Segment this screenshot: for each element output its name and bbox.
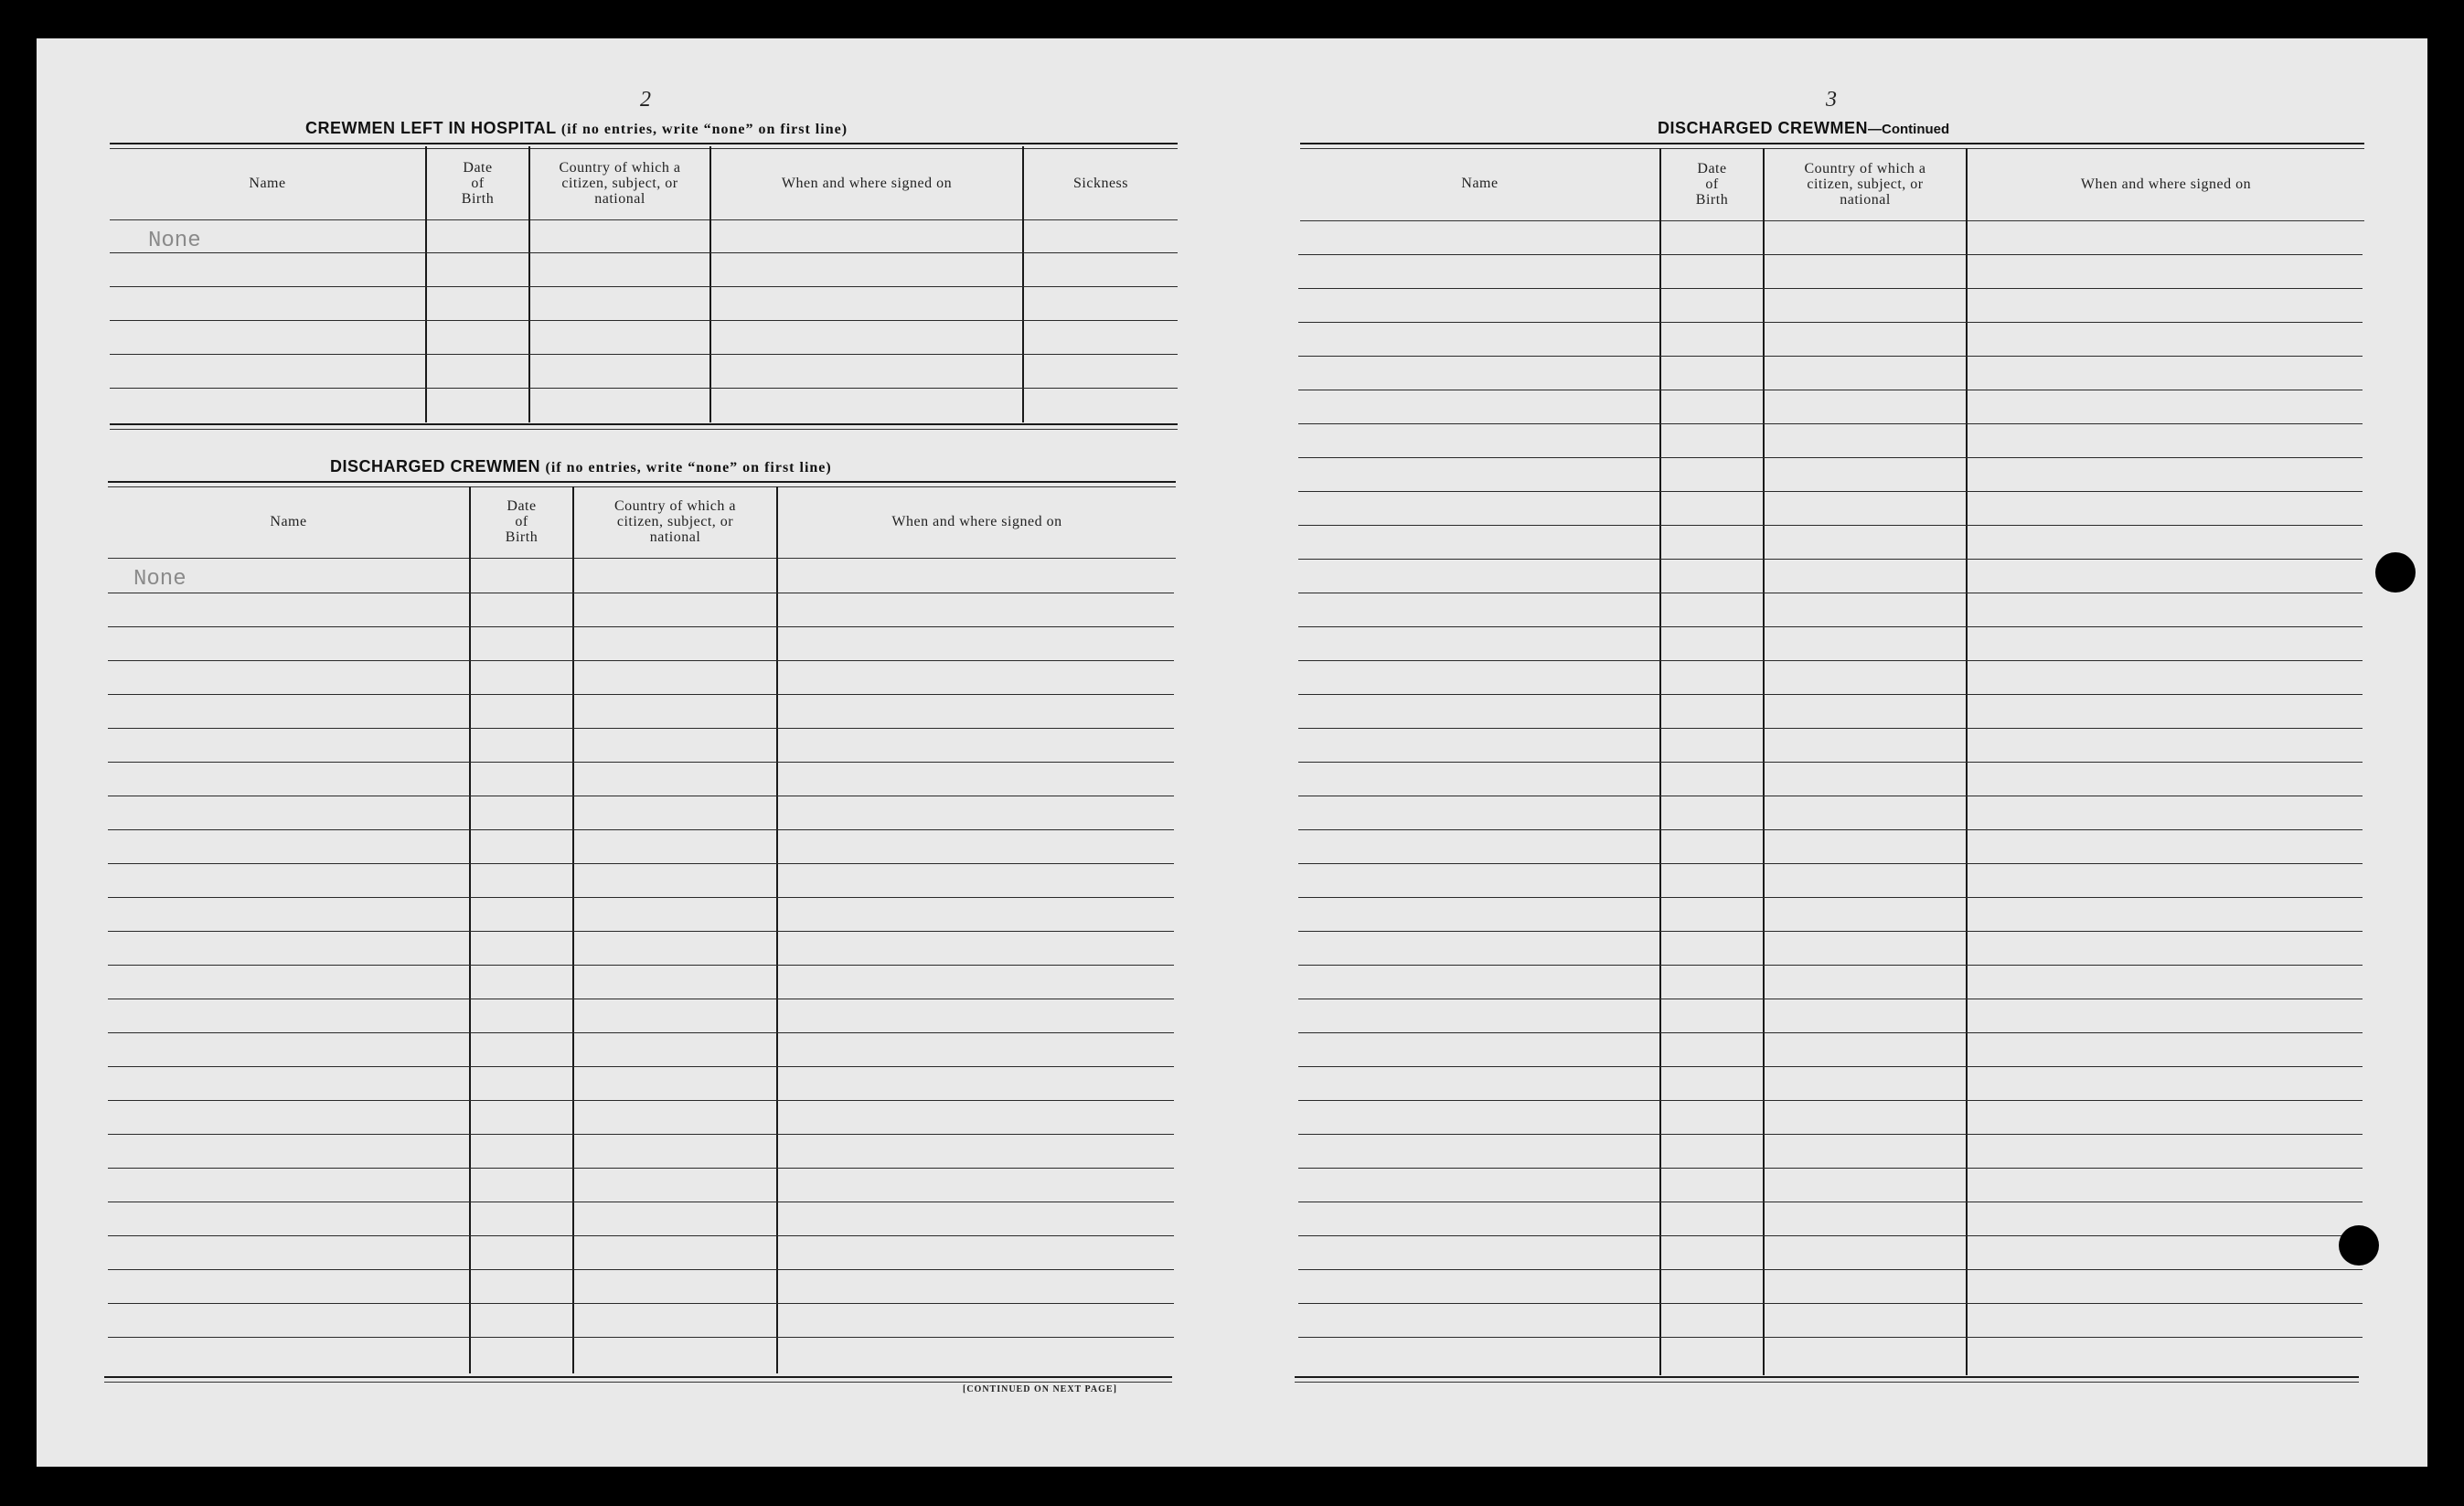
table-row xyxy=(1298,322,2363,323)
right-table-top-rule xyxy=(1300,143,2364,144)
hospital-table-bottom-rule-2 xyxy=(110,429,1178,430)
discharged-table-bottom-rule xyxy=(104,1376,1172,1378)
hospital-section-instruction: (if no entries, write “none” on first line) xyxy=(560,122,848,137)
discharged-section-title: DISCHARGED CREWMEN xyxy=(330,457,541,475)
page-number-right: 3 xyxy=(1826,88,1837,112)
table-row xyxy=(1298,1235,2363,1236)
right-col-name: Name xyxy=(1461,176,1499,191)
table-row xyxy=(1298,965,2363,966)
punch-hole xyxy=(2375,552,2416,593)
hospital-table-bottom-rule xyxy=(110,423,1178,425)
discharged-col-country: Country of which a citizen, subject, or national xyxy=(614,498,736,545)
table-row xyxy=(1298,829,2363,830)
table-row xyxy=(108,931,1174,932)
table-row xyxy=(1298,1100,2363,1101)
table-row xyxy=(108,1235,1174,1236)
table-row xyxy=(110,354,1178,355)
table-row xyxy=(1298,931,2363,932)
table-row xyxy=(1298,559,2363,560)
discharged-col-name: Name xyxy=(270,514,307,529)
hospital-col-dob: Date of Birth xyxy=(461,160,495,207)
hospital-section-title: CREWMEN LEFT IN HOSPITAL xyxy=(305,119,557,137)
table-row xyxy=(1298,694,2363,695)
discharged-continued-heading xyxy=(1658,119,1949,138)
discharged-col-dob: Date of Birth xyxy=(505,498,539,545)
right-table-bottom-rule xyxy=(1295,1376,2359,1378)
table-row xyxy=(1298,1066,2363,1067)
table-row xyxy=(110,320,1178,321)
table-row xyxy=(108,863,1174,864)
table-row xyxy=(108,1303,1174,1304)
discharged-section-heading xyxy=(330,457,832,476)
discharged-table-bottom-rule-2 xyxy=(104,1382,1172,1383)
table-row xyxy=(1298,491,2363,492)
table-row xyxy=(1298,356,2363,357)
discharged-table-rows xyxy=(108,558,1174,1381)
table-row xyxy=(108,897,1174,898)
right-table-top-rule-2 xyxy=(1300,148,2364,149)
table-row xyxy=(1298,1032,2363,1033)
punch-hole xyxy=(2339,1225,2379,1266)
right-col-dob: Date of Birth xyxy=(1695,161,1729,208)
table-row xyxy=(108,660,1174,661)
table-row xyxy=(108,762,1174,763)
hospital-entry-none: None xyxy=(148,229,201,253)
table-row xyxy=(108,1337,1174,1338)
table-row xyxy=(108,1066,1174,1067)
discharged-section-instruction: (if no entries, write “none” on first line) xyxy=(545,460,832,475)
right-table-rows xyxy=(1298,220,2363,1382)
table-row xyxy=(108,626,1174,627)
hospital-col-signed-on: When and where signed on xyxy=(781,176,953,191)
table-row xyxy=(1298,1269,2363,1270)
table-row xyxy=(1298,863,2363,864)
table-row xyxy=(108,1134,1174,1135)
table-row xyxy=(1298,728,2363,729)
table-row xyxy=(1298,288,2363,289)
hospital-table-top-rule-2 xyxy=(110,148,1178,149)
discharged-table-top-rule-2 xyxy=(108,486,1176,487)
table-row xyxy=(110,388,1178,389)
table-row xyxy=(108,829,1174,830)
discharged-continued-suffix: —Continued xyxy=(1868,122,1950,137)
hospital-col-country: Country of which a citizen, subject, or national xyxy=(559,160,681,207)
table-row xyxy=(108,965,1174,966)
table-row xyxy=(1298,897,2363,898)
table-row xyxy=(1298,423,2363,424)
table-row xyxy=(1298,1303,2363,1304)
right-col-country: Country of which a citizen, subject, or national xyxy=(1804,161,1926,208)
table-row xyxy=(1298,525,2363,526)
hospital-col-name: Name xyxy=(249,176,286,191)
table-row xyxy=(108,1100,1174,1101)
table-row xyxy=(1298,457,2363,458)
table-row xyxy=(1298,1337,2363,1338)
table-row xyxy=(1298,626,2363,627)
page-number-left: 2 xyxy=(640,88,651,112)
discharged-table-top-rule xyxy=(108,481,1176,483)
table-row xyxy=(108,694,1174,695)
table-row xyxy=(108,1269,1174,1270)
right-col-signed-on: When and where signed on xyxy=(2080,176,2252,192)
hospital-col-sickness: Sickness xyxy=(1073,176,1128,191)
table-row xyxy=(1298,1168,2363,1169)
hospital-table-rows xyxy=(110,219,1178,430)
table-row xyxy=(1298,254,2363,255)
table-row xyxy=(1298,660,2363,661)
discharged-entry-none: None xyxy=(133,567,187,592)
hospital-table-top-rule xyxy=(110,143,1178,144)
table-row xyxy=(110,252,1178,253)
table-row xyxy=(108,1032,1174,1033)
table-row xyxy=(108,728,1174,729)
table-row xyxy=(1298,762,2363,763)
hospital-section-heading xyxy=(305,119,848,138)
continued-on-next-page-note: [CONTINUED ON NEXT PAGE] xyxy=(963,1384,1117,1394)
table-row xyxy=(108,1168,1174,1169)
discharged-col-signed-on: When and where signed on xyxy=(891,514,1062,529)
right-table-bottom-rule-2 xyxy=(1295,1382,2359,1383)
table-row xyxy=(1298,1134,2363,1135)
discharged-continued-title: DISCHARGED CREWMEN xyxy=(1658,119,1869,137)
table-row xyxy=(110,286,1178,287)
